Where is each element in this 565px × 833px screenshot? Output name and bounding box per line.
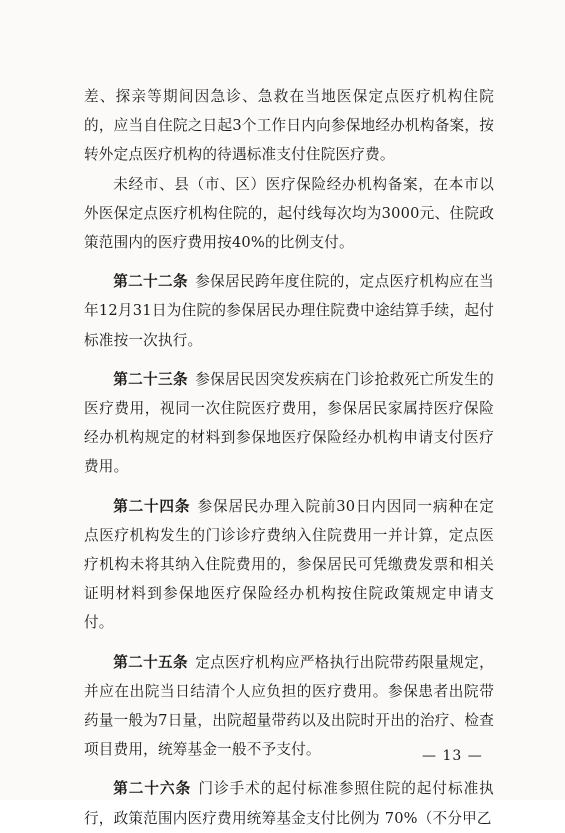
paragraph-text: 未经市、县（市、区）医疗保险经办机构备案，在本市以外医保定点医疗机构住院的，起付线每次均为3000元、住院政策范围内的医疗费用按40%的比例支付。 xyxy=(84,175,494,252)
spacer xyxy=(84,355,494,365)
article-25 xyxy=(84,648,494,765)
spacer xyxy=(84,764,494,774)
paragraph-text: 差、探亲等期间因急诊、急救在当地医保定点医疗机构住院的，应当自住院之日起3个工作日内向参保地经办机构备案，按转外定点医疗机构的待遇标准支付住院医疗费。 xyxy=(84,88,494,164)
page-number: — 13 — xyxy=(422,748,483,764)
document-body xyxy=(84,82,494,833)
article-heading: 第二十五条 xyxy=(113,653,188,671)
article-text: 定点医疗机构应严格执行出院带药限量规定，并应在出院当日结清个人应负担的医疗费用。参保患者出院带药量一般为7日量，出院超量带药以及出院时开出的治疗、检查项目费用，统筹基金一般不予支付。 xyxy=(84,653,494,759)
paragraph-1 xyxy=(84,82,494,170)
article-22 xyxy=(84,267,494,355)
article-text: 门诊手术的起付标准参照住院的起付标准执行，政策范围内医疗费用统筹基金支付比例为 70%（不分甲乙 xyxy=(84,780,494,827)
article-text: 参保居民跨年度住院的，定点医疗机构应在当年12月31日为住院的参保居民办理住院费中途结算手续，起付标准按一次执行。 xyxy=(84,273,494,349)
article-26 xyxy=(84,774,494,832)
article-heading: 第二十四条 xyxy=(113,497,191,515)
article-text: 参保居民办理入院前30日内因同一病种在定点医疗机构发生的门诊诊疗费纳入住院费用一并计算，定点医疗机构未将其纳入住院费用的，参保居民可凭缴费发票和相关证明材料到参保地医疗保险经办机构按住院政策规定申请支付。 xyxy=(84,497,494,632)
article-24 xyxy=(84,492,494,638)
article-text: 参保居民因突发疾病在门诊抢救死亡所发生的医疗费用，视同一次住院医疗费用，参保居民家属持医疗保险经办机构规定的材料到参保地医疗保险经办机构申请支付医疗费用。 xyxy=(84,370,494,476)
article-heading: 第二十六条 xyxy=(113,780,192,798)
paragraph-2 xyxy=(84,170,494,258)
article-heading: 第二十三条 xyxy=(113,370,188,388)
article-23 xyxy=(84,365,494,482)
spacer xyxy=(84,482,494,492)
spacer xyxy=(84,638,494,648)
spacer xyxy=(84,257,494,267)
article-heading: 第二十二条 xyxy=(113,273,188,291)
